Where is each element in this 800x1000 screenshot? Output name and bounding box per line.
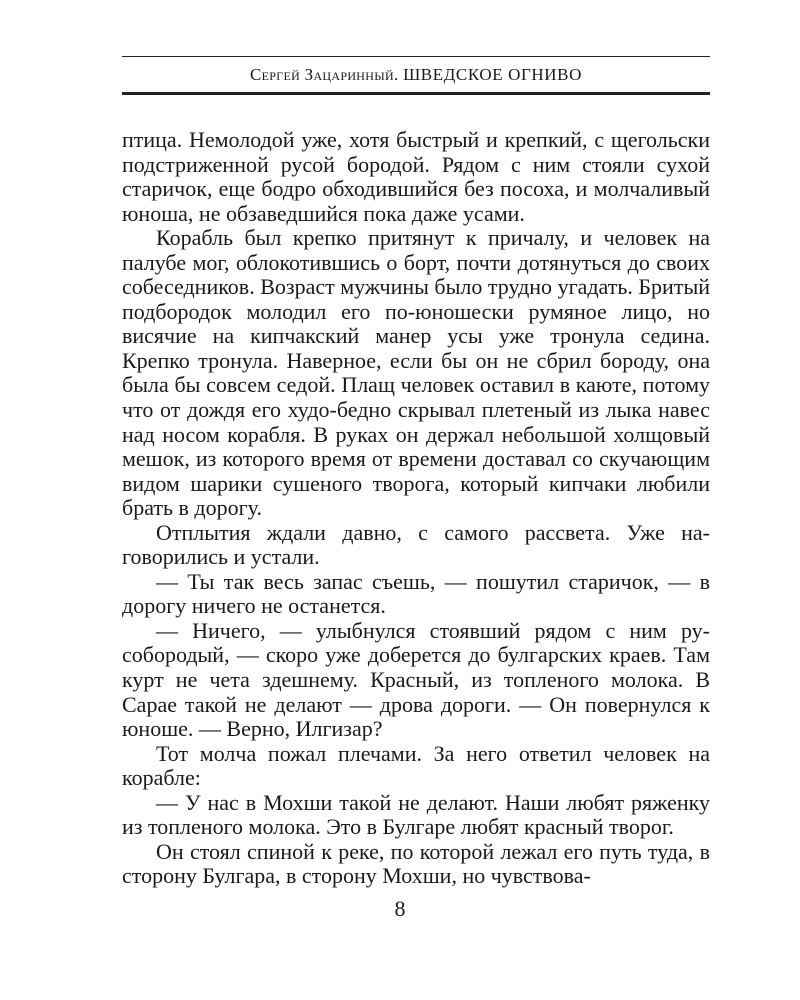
paragraph: Тот молча пожал плечами. За него ответил человек на корабле: — [122, 740, 710, 791]
header-rule-thick — [122, 92, 710, 95]
header-book-title: ШВЕДСКОЕ ОГНИВО — [403, 65, 582, 84]
paragraph: Отплытия ждали давно, с самого рассвета. Уже наговорились и устали. — [122, 519, 710, 570]
paragraph: птица. Немолодой уже, хотя быстрый и крепкий, с щегольски подстриженной русой бородой. Рядом с ним стояли сухой старичок, еще бодро обходившийся без посоха, и молчаливый юноша, не обзаведшийся пока даже усами. — [122, 127, 710, 226]
dialogue-paragraph: — Ничего, — улыбнулся стоявший рядом с ним русобородый, — скоро уже доберется до булгарских краев. Там курт не чета здешнему. Красный, из топленого молока. В Сарае такой не делают — дрова дороги. — Он повернулся к юноше. — Верно, Илгизар? — [122, 617, 710, 742]
paragraph: Он стоял спиной к реке, по которой лежал его путь туда, в сторону Булгара, в сторону Мохши, но чувствова- — [122, 838, 710, 889]
header-author: Сергей Зацаринный. — [250, 65, 399, 84]
running-header — [122, 56, 710, 95]
dialogue-paragraph: — У нас в Мохши такой не делают. Наши любят ряженку из топленого молока. Это в Булгаре любят красный творог. — [122, 789, 710, 840]
header-rule-thin — [122, 56, 710, 57]
page-number: 8 — [394, 896, 406, 921]
dialogue-paragraph: — Ты так весь запас съешь, — пошутил старичок, — в дорогу ничего не останется. — [122, 568, 710, 619]
paragraph: Корабль был крепко притянут к причалу, и человек на палубе мог, облокотившись о борт, почти дотянуться до своих собеседников. Возраст мужчины было трудно угадать. Бритый подбородок молодил его по-юношески румяное лицо, но висячие на кипчакский манер усы уже тронула седина. Крепко тронула. Наверное, если бы он не сбрил бороду, она была бы совсем седой. Плащ человек оставил в каюте, потому что от дождя его худо-бедно скрывал плетеный из лыка навес над носом корабля. В руках он держал небольшой холщовый мешок, из которого время от времени доставал со скучающим видом шарики сушеного творога, который кипчаки любили брать в дорогу. — [122, 225, 710, 521]
running-head-text — [122, 65, 710, 85]
page-body — [122, 128, 710, 889]
